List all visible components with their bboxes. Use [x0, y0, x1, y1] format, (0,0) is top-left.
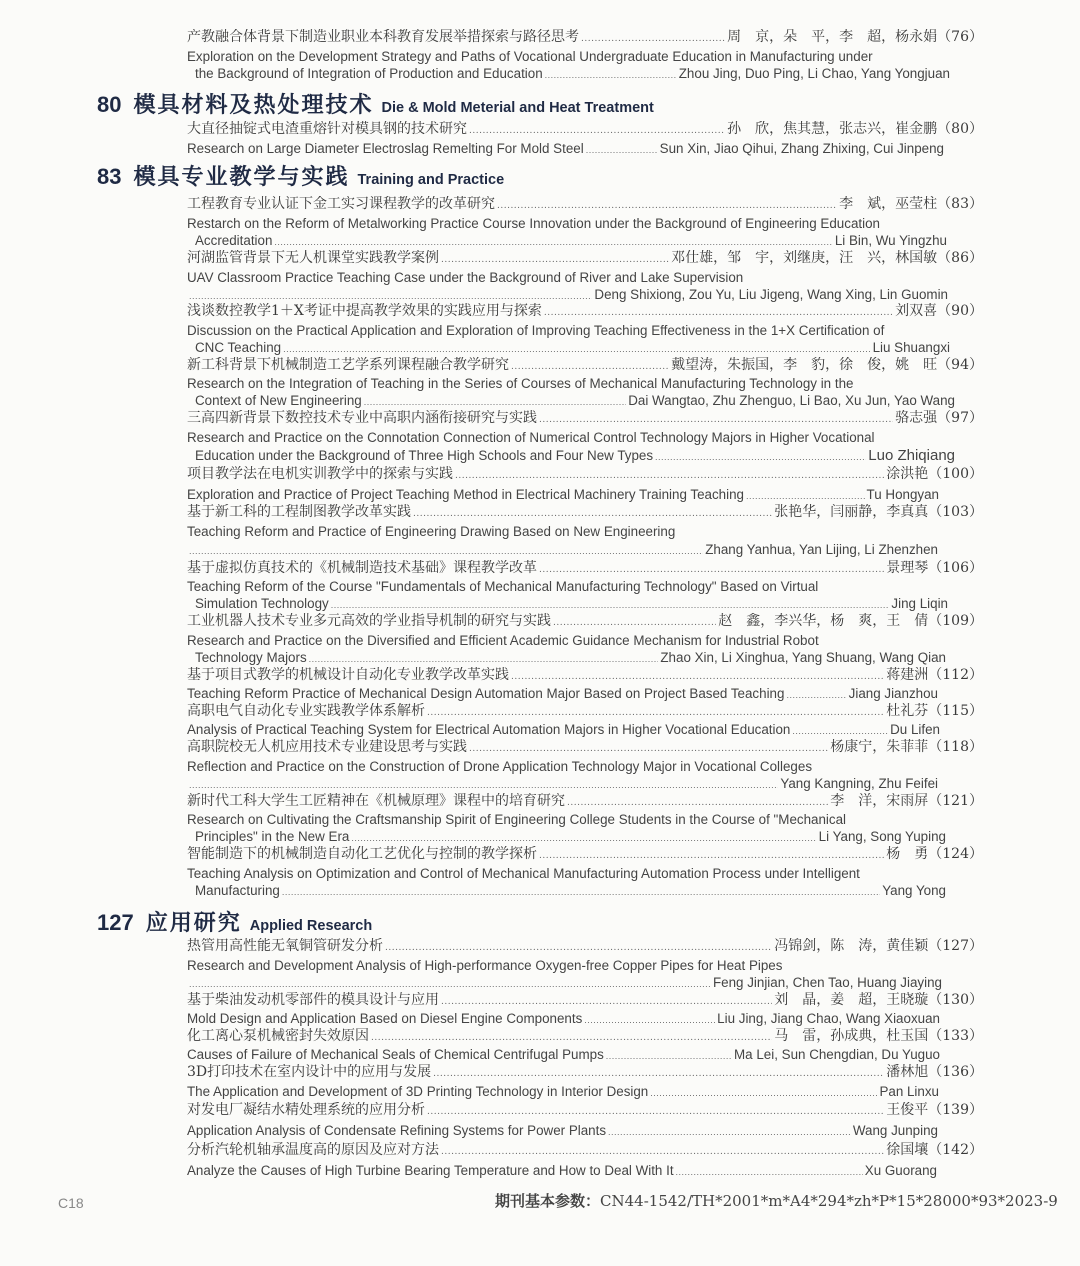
toc-entry-title-en-cont: Accreditation ..... Li Bin, Wu Yingzhu: [187, 232, 947, 251]
toc-entry-title-en: Research and Practice on the Connotation Connection of Numerical Control Technology Majors in Higher Vocational: [187, 430, 875, 445]
toc-entry-title-zh[interactable]: 智能制造下的机械制造自动化工艺优化与控制的教学探析 ..... 杨 勇（124）: [187, 846, 983, 865]
toc-entry-title-en: Teaching Analysis on Optimization and Control of Mechanical Manufacturing Automation Process under Intelligent: [187, 866, 860, 881]
toc-entry-title-zh[interactable]: 3D打印技术在室内设计中的应用与发展 ..... 潘林旭（136）: [187, 1064, 983, 1083]
toc-entry-title-zh[interactable]: 项目教学法在电机实训教学中的探索与实践 ..... 涂洪艳（100）: [187, 466, 983, 485]
journal-parameters-value: CN44-1542/TH*2001*m*A4*294*zh*P*15*28000*93*2023-9: [600, 1192, 1058, 1210]
toc-entry-title-en-cont: Education under the Background of Three High Schools and Four New Types ..... Luo Zhiqiang: [187, 447, 955, 466]
toc-entry-title-en: Discussion on the Practical Application and Exploration of Improving Teaching Effectiveness in the 1+X Certification of: [187, 323, 885, 338]
toc-entry-title-zh[interactable]: 基于新工科的工程制图教学改革实践 ..... 张艳华，闫丽静，李真真（103）: [187, 504, 983, 523]
toc-entry-title-zh[interactable]: 基于柴油发动机零部件的模具设计与应用 ..... 刘 晶，姜 超，王晓璇（130）: [187, 992, 983, 1011]
toc-entry-title-zh[interactable]: 化工离心泵机械密封失效原因 ..... 马 雷，孙成典，杜玉国（133）: [187, 1028, 983, 1047]
journal-parameters-label: 期刊基本参数：: [495, 1192, 601, 1210]
toc-entry-title-en: Teaching Reform Practice of Mechanical Design Automation Major Based on Project Based Teaching ..... Jiang Jianzhou: [187, 685, 938, 704]
toc-entry-title-en: Research and Practice on the Diversified and Efficient Academic Guidance Mechanism for Industrial Robot: [187, 633, 819, 648]
toc-entry-authors-en: ..... Deng Shixiong, Zou Yu, Liu Jigeng, Wang Xing, Lin Guomin: [187, 286, 948, 305]
toc-entry-title-en: Exploration on the Development Strategy and Paths of Vocational Undergraduate Education in Manufacturing under: [187, 49, 873, 64]
toc-entry-title-zh[interactable]: 工业机器人技术专业多元高效的学业指导机制的研究与实践 ..... 赵 鑫，李兴华，杨 爽，王 倩（109）: [187, 613, 983, 632]
toc-entry-title-zh[interactable]: 河湖监管背景下无人机课堂实践教学案例 ..... 邓仕雄，邹 宇，刘继庚，汪 兴，林国敏（86）: [187, 250, 983, 269]
page-number: C18: [58, 1195, 84, 1211]
toc-entry-title-en: Research on Large Diameter Electroslag Remelting For Mold Steel ..... Sun Xin, Jiao Qihui, Zhang Zhixing, Cui Jinpeng: [187, 140, 944, 159]
toc-entry-title-zh[interactable]: 基于项目式教学的机械设计自动化专业教学改革实践 ..... 蒋建洲（112）: [187, 667, 983, 686]
toc-entry-title-en: UAV Classroom Practice Teaching Case under the Background of River and Lake Supervision: [187, 270, 744, 285]
toc-entry-title-en: Mold Design and Application Based on Diesel Engine Components ..... Liu Jing, Jiang Chao, Wang Xiaoxuan: [187, 1010, 940, 1029]
section-heading-127: 127 应用研究 Applied Research: [97, 910, 373, 936]
dot-leader: [581, 29, 725, 48]
toc-entry-title-en: Exploration and Practice of Project Teaching Method in Electrical Machinery Training Teaching ..... Tu Hongyan: [187, 486, 939, 505]
toc-entry-title-zh[interactable]: 工程教育专业认证下金工实习课程教学的改革研究 ..... 李 斌，巫莹柱（83）: [187, 196, 983, 215]
toc-entry-title-zh[interactable]: 高职院校无人机应用技术专业建设思考与实践 ..... 杨康宁，朱菲菲（118）: [187, 739, 983, 758]
toc-entry-title-en: Research on Cultivating the Craftsmanship Spirit of Engineering College Students in the Course of "Mechanical: [187, 812, 847, 827]
toc-entry-title-zh[interactable]: 产教融合体背景下制造业职业本科教育发展举措探索与路径思考 ..... 周 京，朵 平，李 超，杨永娟（76）: [187, 29, 983, 48]
toc-entry-title-en: Analysis of Practical Teaching System for Electrical Automation Majors in Higher Vocational Education ..... Du Lifen: [187, 721, 940, 740]
toc-entry-title-en: Teaching Reform and Practice of Engineering Drawing Based on New Engineering: [187, 524, 676, 539]
toc-entry-title-zh[interactable]: 热管用高性能无氧铜管研发分析 ..... 冯锦剑，陈 涛，黄佳颖（127）: [187, 938, 983, 957]
toc-entry-title-en: Causes of Failure of Mechanical Seals of Chemical Centrifugal Pumps ..... Ma Lei, Sun Chengdian, Du Yuguo: [187, 1046, 940, 1065]
toc-entry-title-en-cont: Context of New Engineering ..... Dai Wangtao, Zhu Zhenguo, Li Bao, Xu Jun, Yao Wang: [187, 392, 955, 411]
toc-entry-title-en-cont: Simulation Technology ..... Jing Liqin: [187, 595, 948, 614]
toc-entry-title-zh[interactable]: 三高四新背景下数控技术专业中高职内涵衔接研究与实践 ..... 骆志强（97）: [187, 410, 983, 429]
toc-entry-title-en: Restarch on the Reform of Metalworking Practice Course Innovation under the Background of Engineering Education: [187, 216, 880, 231]
toc-entry-title-zh[interactable]: 新时代工科大学生工匠精神在《机械原理》课程中的培育研究 ..... 李 洋，宋雨屏（121）: [187, 793, 983, 812]
toc-entry-title-en: Research on the Integration of Teaching in the Series of Courses of Mechanical Manufacturing Technology in the: [187, 376, 854, 391]
journal-parameters: [495, 1190, 1058, 1211]
toc-entry-title-en: The Application and Development of 3D Printing Technology in Interior Design ..... Pan Linxu: [187, 1083, 939, 1102]
toc-entry-authors-en: ..... Yang Kangning, Zhu Feifei: [187, 775, 938, 794]
toc-entry-title-zh[interactable]: 大直径抽锭式电渣重熔针对模具钢的技术研究 ..... 孙 欣，焦其慧，张志兴，崔金鹏（80）: [187, 121, 983, 140]
toc-entry-title-zh[interactable]: 高职电气自动化专业实践教学体系解析 ..... 杜礼芬（115）: [187, 703, 983, 722]
toc-entry-title-en-cont: CNC Teaching ..... Liu Shuangxi: [187, 339, 950, 358]
toc-entry-title-zh[interactable]: 新工科背景下机械制造工艺学系列课程融合教学研究 ..... 戴望涛，朱振国，李 豹，徐 俊，姚 旺（94）: [187, 357, 983, 376]
toc-entry-title-en-cont: Technology Majors ..... Zhao Xin, Li Xinghua, Yang Shuang, Wang Qian: [187, 649, 946, 668]
toc-entry-title-en: Reflection and Practice on the Construction of Drone Application Technology Major in Vocational Colleges: [187, 759, 813, 774]
toc-entry-title-zh[interactable]: 浅谈数控教学1＋X考证中提高教学效果的实践应用与探索 ..... 刘双喜（90）: [187, 303, 983, 322]
toc-entry-title-en-cont: the Background of Integration of Production and Education ..... Zhou Jing, Duo Ping, Li Chao, Yang Yongjuan: [187, 65, 950, 84]
toc-entry-title-en: Research and Development Analysis of High-performance Oxygen-free Copper Pipes for Heat Pipes: [187, 958, 783, 973]
toc-entry-title-zh[interactable]: 分析汽轮机轴承温度高的原因及应对方法 ..... 徐国壤（142）: [187, 1142, 983, 1161]
toc-entry-title-en: Analyze the Causes of High Turbine Bearing Temperature and How to Deal With It ..... Xu Guorang: [187, 1162, 937, 1181]
section-heading-80: 80 模具材料及热处理技术 Die & Mold Meterial and Heat Treatment: [97, 92, 654, 118]
toc-entry-title-zh[interactable]: 对发电厂凝结水精处理系统的应用分析 ..... 王俊平（139）: [187, 1102, 983, 1121]
section-heading-83: 83 模具专业教学与实践 Training and Practice: [97, 164, 505, 190]
toc-entry-title-en: Teaching Reform of the Course "Fundamentals of Mechanical Manufacturing Technology" Based on Virtual: [187, 579, 819, 594]
toc-entry-authors-en: ..... Feng Jinjian, Chen Tao, Huang Jiaying: [187, 974, 942, 993]
toc-entry-title-en-cont: Manufacturing ..... Yang Yong: [187, 882, 946, 901]
toc-entry-title-zh[interactable]: 基于虚拟仿真技术的《机械制造技术基础》课程教学改革 ..... 景理琴（106）: [187, 560, 983, 579]
toc-entry-authors-en: ..... Zhang Yanhua, Yan Lijing, Li Zhenzhen: [187, 541, 938, 560]
toc-entry-title-en-cont: Principles" in the New Era ..... Li Yang, Song Yuping: [187, 828, 946, 847]
toc-entry-title-en: Application Analysis of Condensate Refining Systems for Power Plants ..... Wang Junping: [187, 1122, 938, 1141]
